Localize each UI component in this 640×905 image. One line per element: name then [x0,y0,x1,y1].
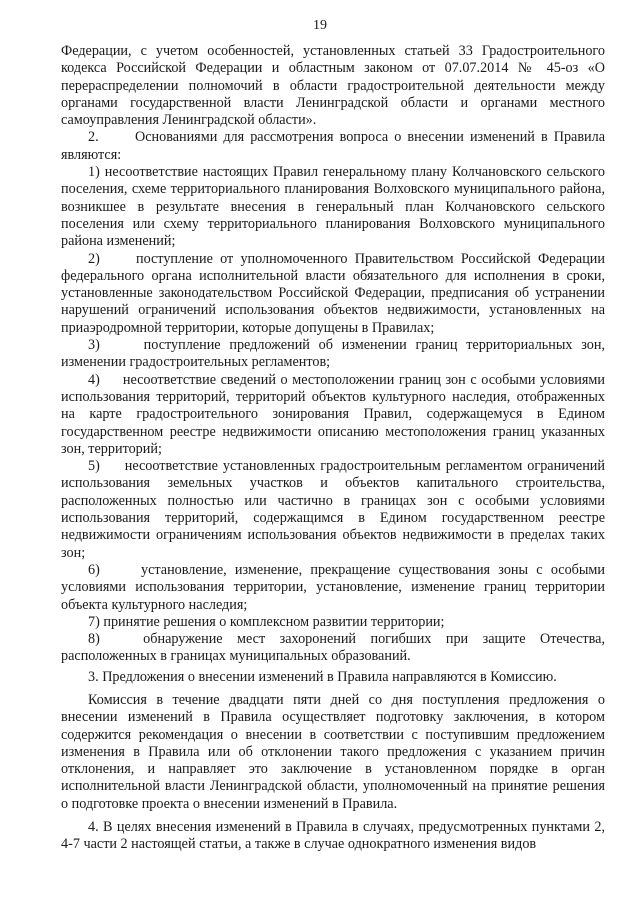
list-item-1: 1) несоответствие настоящих Правил генеральному плану Колчановского сельского поселения, схеме территориального планирования Волховского муниципального района, возникшее в результате внесения в генеральный план Колчановского сельского поселения или схему территориального планирования Волховского муниципального района изменений; [61,164,605,250]
list-item-6: 6) установление, изменение, прекращение существования зоны с особыми условиями использования территории, установление, изменение границ территории объекта культурного наследия; [61,561,605,613]
paragraph-clause-4: 4. В целях внесения изменений в Правила в случаях, предусмотренных пунктами 2, 4-7 части 2 настоящей статьи, а также в случае однократного изменения видов [61,819,605,853]
paragraph-commission: Комиссия в течение двадцати пяти дней со дня поступления предложения о внесении изменений в Правила осуществляет подготовку заключения, в котором содержится рекомендация о внесении в соответствии с поступившим предложением изменения в Правила или об отклонении такого предложения с указанием причин отклонения, и направляет это заключение в установленном порядке в орган исполнительной власти Ленинградской области, уполномоченный на принятие решения о подготовке проекта о внесении изменений в Правила. [61,691,605,812]
list-item-5: 5) несоответствие установленных градостроительным регламентом ограничений использования земельных участков и объектов капитального строительства, расположенных полностью или частично в границах зон с особыми условиями использования территорий, содержащимся в Едином государственном реестре недвижимости ограничениям использования объектов недвижимости в пределах таких зон; [61,458,605,561]
paragraph-clause-2: 2. Основаниями для рассмотрения вопроса о внесении изменений в Правила являются: [61,129,605,163]
paragraph-intro-continuation: Федерации, с учетом особенностей, установленных статьей 33 Градостроительного кодекса Российской Федерации и областным законом от 07.07.2014 № 45-оз «О перераспределении полномочий в области градостроительной деятельности между органами государственной власти Ленинградской области и органами местного самоуправления Ленинградской области». [61,43,605,129]
document-body [61,43,605,854]
list-item-8: 8) обнаружение мест захоронений погибших при защите Отечества, расположенных в границах муниципальных образований. [61,631,605,665]
list-item-7: 7) принятие решения о комплексном развитии территории; [88,613,445,630]
page-number: 19 [313,18,327,33]
list-item-2: 2) поступление от уполномоченного Правительством Российской Федерации федерального органа исполнительной власти обязательного для исполнения в сроки, установленные законодательством Российской Федерации, предписания об устранении нарушений ограничений использования объектов недвижимости, установленных на приаэродромной территории, которые допущены в Правилах; [61,250,605,336]
paragraph-clause-3: 3. Предложения о внесении изменений в Правила направляются в Комиссию. [88,668,557,685]
list-item-3: 3) поступление предложений об изменении границ территориальных зон, изменении градостроительных регламентов; [61,337,605,371]
list-item-4: 4) несоответствие сведений о местоположении границ зон с особыми условиями использования территорий, территорий объектов культурного наследия, отображенных на карте градостроительного зонирования Правил, содержащемуся в Едином государственном реестре недвижимости описанию местоположения границ указанных зон, территорий; [61,371,605,457]
